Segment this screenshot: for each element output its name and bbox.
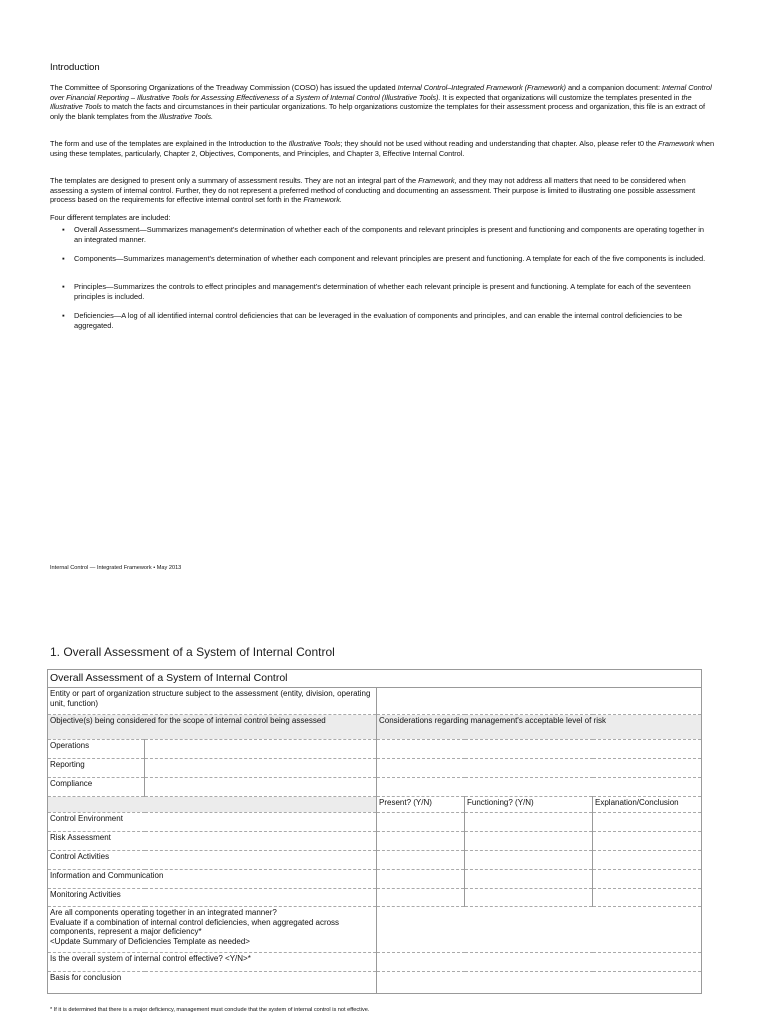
component-monitoring-activities: Monitoring Activities — [48, 889, 377, 907]
compliance-risk-input[interactable] — [377, 778, 702, 797]
templates-lead: Four different templates are included: — [50, 213, 171, 222]
p2-text-e: when using these templates, particularly, Chapter 2, Objectives, Components, and Principles, and Chapter 3, Effective Internal Control. — [50, 139, 715, 158]
integrated-q1: Are all components operating together in an integrated manner? — [50, 908, 277, 917]
intro-paragraph-1 — [50, 83, 718, 121]
explanation-input[interactable] — [593, 851, 702, 870]
entity-input[interactable] — [377, 688, 702, 715]
intro-title: Introduction — [50, 62, 100, 73]
reporting-risk-input[interactable] — [377, 759, 702, 778]
intro-paragraph-3 — [50, 176, 718, 205]
bullet-icon: ▪ — [62, 311, 65, 320]
p2-text-b: Illustrative Tools — [288, 139, 341, 148]
explanation-input[interactable] — [593, 889, 702, 907]
present-input[interactable] — [377, 851, 465, 870]
objective-compliance: Compliance — [48, 778, 145, 797]
functioning-input[interactable] — [465, 832, 593, 851]
functioning-input[interactable] — [465, 870, 593, 889]
col-present: Present? (Y/N) — [377, 797, 465, 813]
bullet-text: Deficiencies—A log of all identified internal control deficiencies that can be leveraged in the evaluation of components and principles, and can enable the internal control deficiencies to be aggregated. — [74, 311, 683, 330]
component-information-communication: Information and Communication — [48, 870, 377, 889]
explanation-input[interactable] — [593, 870, 702, 889]
present-input[interactable] — [377, 870, 465, 889]
effective-input[interactable] — [377, 953, 702, 972]
present-input[interactable] — [377, 832, 465, 851]
present-input[interactable] — [377, 889, 465, 907]
p1-text-e: It is expected that organizations will customize the templates presented in — [440, 92, 682, 102]
p1-text-c: and a companion document: — [565, 83, 662, 92]
p3-text-d: Framework. — [303, 195, 342, 205]
col-explanation: Explanation/Conclusion — [593, 797, 702, 813]
functioning-input[interactable] — [465, 813, 593, 832]
p1-text-f: the Illustrative Tools — [50, 92, 692, 112]
entity-label: Entity or part of organization structure subject to the assessment (entity, division, operating unit, function) — [48, 688, 377, 715]
explanation-input[interactable] — [593, 832, 702, 851]
basis-input[interactable] — [377, 972, 702, 994]
integrated-question — [48, 907, 377, 953]
p1-text-d: Internal Control over Financial Reporting – Illustrative Tools for Assessing Effectiveness of a System of Internal Control (Illustrative Tools). — [50, 83, 712, 102]
bullet-icon: ▪ — [62, 225, 65, 234]
p1-text-a: The Committee of Sponsoring Organizations of the Treadway Commission (COSO) has issued the updated — [50, 83, 398, 92]
bullet-icon: ▪ — [62, 254, 65, 263]
intro-paragraph-2 — [50, 139, 718, 158]
functioning-input[interactable] — [465, 851, 593, 870]
page-footer: Internal Control — Integrated Framework • May 2013 — [50, 565, 182, 571]
integrated-q2: Evaluate if a combination of internal control deficiencies, when aggregated across components, represent a major deficiency* — [50, 917, 340, 937]
functioning-input[interactable] — [465, 889, 593, 907]
reporting-input[interactable] — [145, 759, 377, 778]
table-header: Overall Assessment of a System of Internal Control — [48, 670, 702, 688]
footnote: * If it is determined that there is a major deficiency, management must conclude that the system of internal control is not effective. — [50, 1007, 370, 1013]
p2-text-c: ; they should not be used without reading and understanding that chapter. Also, please refer t0 the — [340, 139, 659, 148]
p1-text-h: Illustrative Tools. — [159, 111, 214, 121]
p1-text-g: to match the facts and circumstances in their particular organizations. To help organizations customize the templates for their assessment process and organization, this file is an extract of only the blank templates from the — [50, 102, 705, 121]
operations-input[interactable] — [145, 740, 377, 759]
operations-risk-input[interactable] — [377, 740, 702, 759]
p3-text-b: Framework, — [418, 176, 457, 185]
bullet-text: Overall Assessment—Summarizes management's determination of whether each of the components and relevant principles is present and functioning and components are operating together in an integrated manner. — [74, 225, 704, 244]
p2-text-d: Framework — [658, 139, 695, 148]
p1-text-b: Internal Control–Integrated Framework (Framework) — [397, 83, 566, 92]
components-header-blank — [48, 797, 377, 813]
integrated-q3: <Update Summary of Deficiencies Template as needed> — [50, 936, 250, 946]
col-functioning: Functioning? (Y/N) — [465, 797, 593, 813]
component-control-activities: Control Activities — [48, 851, 377, 870]
compliance-input[interactable] — [145, 778, 377, 797]
bullet-icon: ▪ — [62, 282, 65, 291]
overall-assessment-table — [47, 669, 702, 994]
component-risk-assessment: Risk Assessment — [48, 832, 377, 851]
p3-text-a: The templates are designed to present only a summary of assessment results. They are not an integral part of the — [50, 176, 419, 185]
bullet-text: Principles—Summarizes the controls to effect principles and management's determination of whether each relevant principle is present and functioning. A template for each of the seventeen principles is included. — [74, 282, 691, 301]
basis-label: Basis for conclusion — [48, 972, 377, 994]
section-title: 1. Overall Assessment of a System of Internal Control — [50, 645, 335, 659]
integrated-input[interactable] — [377, 907, 702, 953]
objective-operations: Operations — [48, 740, 145, 759]
p3-text-c: and they may not address all matters that need to be considered when assessing a system of internal control. Further, they do not represent a preferred method of conducting and documenting an assessment. Their purpose is limited to illustrating one possible assessment process based on the requirements for effective internal control set forth in the — [50, 176, 696, 205]
objective-reporting: Reporting — [48, 759, 145, 778]
explanation-input[interactable] — [593, 813, 702, 832]
objectives-label: Objective(s) being considered for the scope of internal control being assessed — [48, 715, 377, 740]
effective-question: Is the overall system of internal control effective? <Y/N>* — [48, 953, 377, 972]
risk-label: Considerations regarding management's acceptable level of risk — [377, 715, 702, 740]
present-input[interactable] — [377, 813, 465, 832]
bullet-text: Components—Summarizes management's determination of whether each component and relevant principles are present and functioning. A template for each of the five components is included. — [74, 254, 706, 263]
component-control-environment: Control Environment — [48, 813, 377, 832]
p2-text-a: The form and use of the templates are explained in the Introduction to the — [50, 139, 289, 148]
